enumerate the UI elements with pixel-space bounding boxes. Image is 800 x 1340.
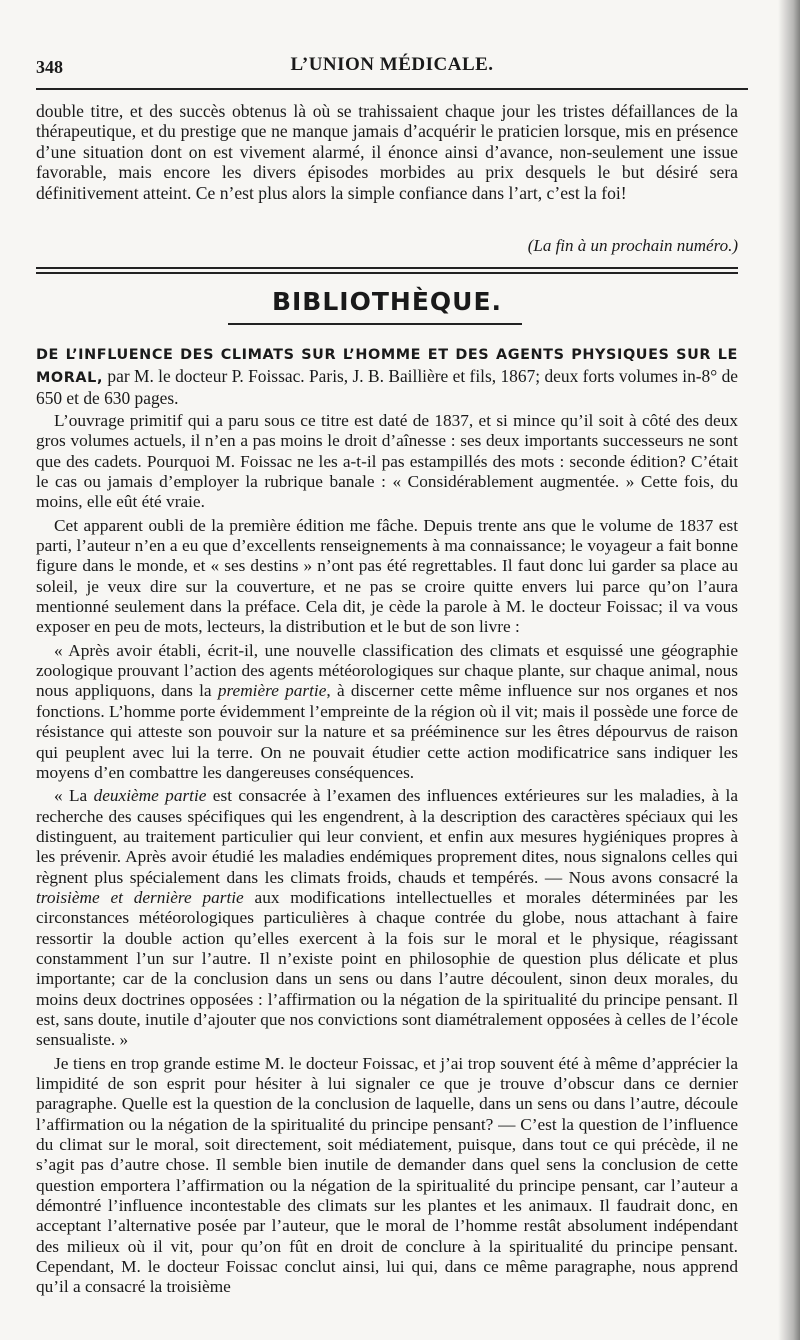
book-entry: [36, 343, 738, 409]
paragraph-3: [36, 641, 738, 783]
paragraph-3-part-a: « Après avoir établi, écrit-il, une nouvelle classification des climats et esquissé une géographie zoologique prouvant l’action des agents météorologiques sur chaque plante, sur chaque animal, nous nous appliquons, dans la: [36, 640, 738, 701]
paragraph-4-part-c: aux modifications intellectuelles et morales déterminées par les circonstances météorologiques particulières à chaque contrée du globe, nous attachant à faire ressortir la double action qu’elles exercent à la fois sur le moral et le physique, réagissant constamment l’un sur l’autre. Il n’existe point en philosophie de question plus délicate et plus importante; car de la conclusion dans un sens ou dans l’autre découlent, sinon deux morales, du moins deux doctrines opposées : l’affirmation ou la négation de la spiritualité du principe pensant. Il est, sans doute, inutile d’ajouter que nos convictions sont diamétralement opposées à celles de l’école sensualiste. »: [36, 887, 738, 1050]
page-number: 348: [36, 57, 63, 77]
review-body: [36, 411, 738, 1298]
paragraph-4-emphasis-2: troisième et dernière partie: [36, 887, 244, 907]
paragraph-4-emphasis-1: deuxième partie: [93, 786, 207, 806]
section-divider-top: [36, 267, 738, 269]
section-heading-rule: [228, 323, 522, 325]
paragraph-3-emphasis: première partie: [217, 681, 327, 701]
paragraph-2: Cet apparent oubli de la première édition me fâche. Depuis trente ans que le volume de 1837 est parti, l’auteur n’en a eu que d’excellents renseignements à ma connaissance; le voyageur a fait bonne figure dans le monde, et « ses destins » n’ont pas été regrettables. Il faut donc lui garder sa place au soleil, je veux dire sur la couverture, et ne pas se croire quitte envers lui parce qu’on l’aura mentionné seulement dans la préface. Cela dit, je cède la parole à M. le docteur Foissac; il va vous exposer en peu de mots, lecteurs, la distribution et le but de son livre :: [36, 515, 738, 637]
book-title: DE L’INFLUENCE DES CLIMATS SUR L’HOMME ET DES AGENTS PHYSIQUES SUR LE MORAL,: [36, 347, 738, 386]
page-header: [36, 52, 748, 82]
page-edge-shadow: [778, 0, 800, 1340]
intro-paragraph-text: double titre, et des succès obtenus là où se trahissaient chaque jour les tristes défaillances de la thérapeutique, et du prestige que ne manque jamais d’acquérir le praticien lorsque, mis en présence d’une situation dont on est vivement alarmé, il énonce ainsi d’avance, non-seulement une issue favorable, mais encore les divers épisodes morbides au prix desquels le but désiré sera définitivement atteint. Ce n’est plus alors la simple confiance dans l’art, c’est la foi!: [36, 101, 738, 203]
running-title: L’UNION MÉDICALE.: [290, 54, 494, 75]
header-rule: [36, 88, 748, 90]
paragraph-4-part-a: « La: [54, 786, 94, 806]
book-details: par M. le docteur P. Foissac. Paris, J. B. Baillière et fils, 1867; deux forts volumes in-8° de 650 et de 630 pages.: [36, 365, 738, 408]
intro-paragraph: [36, 101, 738, 203]
paragraph-1: L’ouvrage primitif qui a paru sous ce titre est daté de 1837, et si mince qu’il soit à côté des deux gros volumes actuels, il n’en a pas moins le droit d’aînesse : ses deux importants successeurs ne sont que des cadets. Pourquoi M. Foissac ne les a-t-il pas estampillés des mots : seconde édition? C’était le cas ou jamais d’employer la rubrique banale : « Considérablement augmentée. » Cette fois, du moins, elle eût été vraie.: [36, 411, 738, 512]
paragraph-3-part-b: , à discerner cette même influence sur nos organes et nos fonctions. L’homme porte évidemment l’empreinte de la région où il vit; mais il possède une force de résistance qui atteste son pouvoir sur la nature et sa prééminence sur les êtres dépourvus de raison qui peuplent avec lui la terre. On ne pouvait étudier cette action modificatrice sans indiquer les moyens d’en combattre les dangereuses conséquences.: [36, 681, 738, 782]
paragraph-5: Je tiens en trop grande estime M. le docteur Foissac, et j’ai trop souvent été à même d’apprécier la limpidité de son esprit pour hésiter à lui signaler ce que je trouve d’obscur dans ce dernier paragraphe. Quelle est la question de la conclusion de laquelle, dans un sens ou dans l’autre, découle l’affirmation ou la négation de la spiritualité du principe pensant? — C’est la question de l’influence du climat sur le moral, soit directement, soit médiatement, puisque, dans tout ce qui précède, il ne s’agit pas d’autre chose. Il semble bien inutile de demander dans quel sens la conclusion de cette question emportera l’affirmation ou la négation de la spiritualité du principe pensant, car l’auteur a démontré l’influence incontestable des climats sur les plantes et les animaux. Il faudrait donc, en acceptant l’alternative posée par l’auteur, que le moral de l’homme restât absolument indépendant des milieux où il vit, pour qu’on fût en droit de conclure à la spiritualité du principe pensant. Cependant, M. le docteur Foissac conclut ainsi, lui qui, dans ce même paragraphe, nous apprend qu’il a consacré la troisième: [36, 1053, 738, 1297]
section-divider-bottom: [36, 272, 738, 274]
paragraph-4-part-b: est consacrée à l’examen des influences extérieures sur les maladies, à la recherche des causes spécifiques qui les engendrent, à la description des caractères spéciaux qui les distinguent, au traitement particulier qui leur convient, et enfin aux mesures hygiéniques propres à les prévenir. Après avoir étudié les maladies endémiques proprement dites, nous signalons celles qui règnent plus spécialement dans les climats froids, chauds et tempérés. — Nous avons consacré la: [36, 786, 738, 887]
continued-note: (La fin à un prochain numéro.): [527, 236, 738, 255]
section-heading: BIBLIOTHÈQUE.: [271, 287, 503, 316]
paragraph-4: [36, 786, 738, 1050]
